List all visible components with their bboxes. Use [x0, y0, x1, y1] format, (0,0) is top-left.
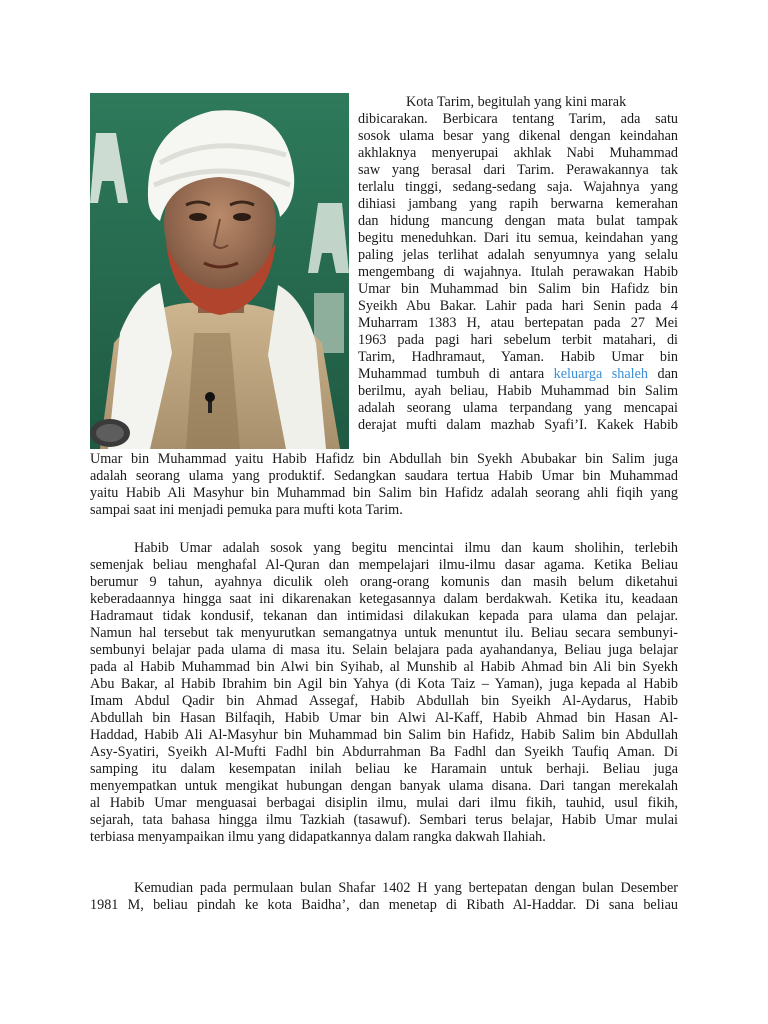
text-line: al Habib Umar menguasai berbagai disiplin ilmu, mulai dari ilmu fikih, tauhid, usul fikih,: [90, 795, 678, 811]
text-line: Kemudian pada permulaan bulan Shafar 1402 H yang bertepatan dengan bulan Desember: [134, 880, 678, 896]
text-line: Umar bin Muhammad yaitu Habib Hafidz bin Abdullah bin Syekh Abubakar bin Salim juga: [90, 451, 678, 467]
text-line: berumur 9 tahun, ayahnya diculik oleh orang-orang komunis dan masih belum diketahui: [90, 574, 678, 590]
text-line: adalah seorang ulama yang produktif. Sedangkan saudara tertua Habib Umar bin Muhammad: [90, 468, 678, 484]
text-line: terlalu tinggi, sedang-sedang saja. Wajahnya yang: [358, 179, 678, 195]
text-line: sosok ulama besar yang dikenal dengan keindahan: [358, 128, 678, 144]
text-line: sejarah, tata bahasa hingga ilmu Tazkiah (tasawuf). Sembari terus belajar, Habib Umar mulai: [90, 812, 678, 828]
text-line: Abdullah bin Hasan Bilfaqih, Habib Umar bin Alwi Al-Kaff, Habib Ahmad bin Hasan Al-: [90, 710, 678, 726]
text-line: Habib Umar adalah sosok yang begitu mencintai ilmu dan kaum sholihin, terlebih: [134, 540, 678, 556]
text-line: akhlaknya menyerupai akhlak Nabi Muhammad: [358, 145, 678, 161]
text-line: Imam Abdul Qadir bin Ahmad Assegaf, Habib Abdullah bin Syeikh Al-Aydarus, Habib: [90, 693, 678, 709]
text-line: Kota Tarim, begitulah yang kini marak: [406, 94, 627, 110]
text-line: sembunyi belajar pada ulama di masa itu. Selain belajara pada ayahandanya, Beliau juga belajar: [90, 642, 678, 658]
text-line: Tarim, Hadhramaut, Yaman. Habib Umar bin: [358, 349, 678, 365]
text-line: keberadaannya hingga saat ini dikarenakan ketegasannya dalam berdakwah. Ketika itu, keadaan: [90, 591, 678, 607]
text-line: begitu meneduhkan. Dari itu semua, keindahan yang: [358, 230, 678, 246]
text-line: derajat mufti dalam mazhab Syafi’I. Kakek Habib: [358, 417, 678, 433]
text-line: Asy-Syatiri, Syeikh Al-Mufti Fadhl bin Abdurrahman Ba Fadhl dan Syeikh Taufiq Aman. Di: [90, 744, 678, 760]
text-line: paling jelas terlihat adalah senyumnya yang selalu: [358, 247, 678, 263]
text-line: adalah seorang ulama terpandang yang mencapai: [358, 400, 678, 416]
text-line: Namun hal tersebut tak menyurutkan semangatnya untuk menuntut ilu. Beliau secara sembunyi-: [90, 625, 678, 641]
text-line: Syeikh Abu Bakar. Lahir pada hari Senin pada 4: [358, 298, 678, 314]
text-fragment: Muhammad tumbuh di antara: [358, 366, 545, 382]
text-line: 1963 pada pagi hari sebelum terbit matahari, di: [358, 332, 678, 348]
text-line: menyempatkan untuk mengikat hubungan dengan banyak ulama disana. Dari tangan merekalah: [90, 778, 678, 794]
text-line: Muharram 1383 H, atau bertepatan pada 27 Mei: [358, 315, 678, 331]
text-line: Umar bin Muhammad bin Salim bin Hafidz bin: [358, 281, 678, 297]
text-fragment: dan: [657, 366, 679, 382]
text-line: dihiasi jambang yang rapih berwarna kemerahan: [358, 196, 678, 212]
text-line: mengembang di wajahnya. Itulah perawakan Habib: [358, 264, 678, 280]
text-line: berilmu, ayah beliau, Habib Muhammad bin Salim: [358, 383, 678, 399]
text-line: 1981 M, beliau pindah ke kota Baidha’, dan menetap di Ribath Al-Haddar. Di sana beliau: [90, 897, 678, 913]
text-line: terbiasa menyampaikan ilmu yang didapatkannya dalam rangka dakwah Ilahiah.: [90, 829, 546, 845]
text-line: Abu Bakar, al Habib Ibrahim bin Agil bin Yahya (di Kota Taiz – Yaman), juga kepada al Habib: [90, 676, 678, 692]
text-line: yaitu Habib Ali Masyhur bin Muhammad bin Salim bin Hafidz adalah seorang ahli fiqih yang: [90, 485, 678, 501]
text-line: samping itu dalam kesempatan inilah beliau ke Haramain untuk berhaji. Beliau juga: [90, 761, 678, 777]
keluarga-shaleh-link[interactable]: keluarga shaleh: [553, 366, 648, 382]
text-line: pada al Habib Muhammad bin Alwi bin Syihab, al Munshib al Habib Ahmad bin Ali bin Syekh: [90, 659, 678, 675]
text-line: Hadramaut tidak kondusif, tekanan dan intimidasi dilakukan kepada para ulama dan pelajar.: [90, 608, 678, 624]
portrait-photo: [90, 93, 349, 449]
text-line: dibicarakan. Berbicara tentang Tarim, ada satu: [358, 111, 678, 127]
text-line: [358, 366, 678, 383]
text-line: Haddad, Habib Ali Al-Masyhur bin Muhammad bin Salim bin Hafidz, Habib Salim bin Abdullah: [90, 727, 678, 743]
text-line: semenjak beliau menghafal Al-Quran dan mempelajari ilmu-ilmu dasar agama. Ketika Beliau: [90, 557, 678, 573]
text-line: sampai saat ini menjadi pemuka para mufti kota Tarim.: [90, 502, 403, 518]
text-line: dan hidung mancung dengan mata bulat tampak: [358, 213, 678, 229]
text-line: saw yang berasal dari Tarim. Perawakannya tak: [358, 162, 678, 178]
